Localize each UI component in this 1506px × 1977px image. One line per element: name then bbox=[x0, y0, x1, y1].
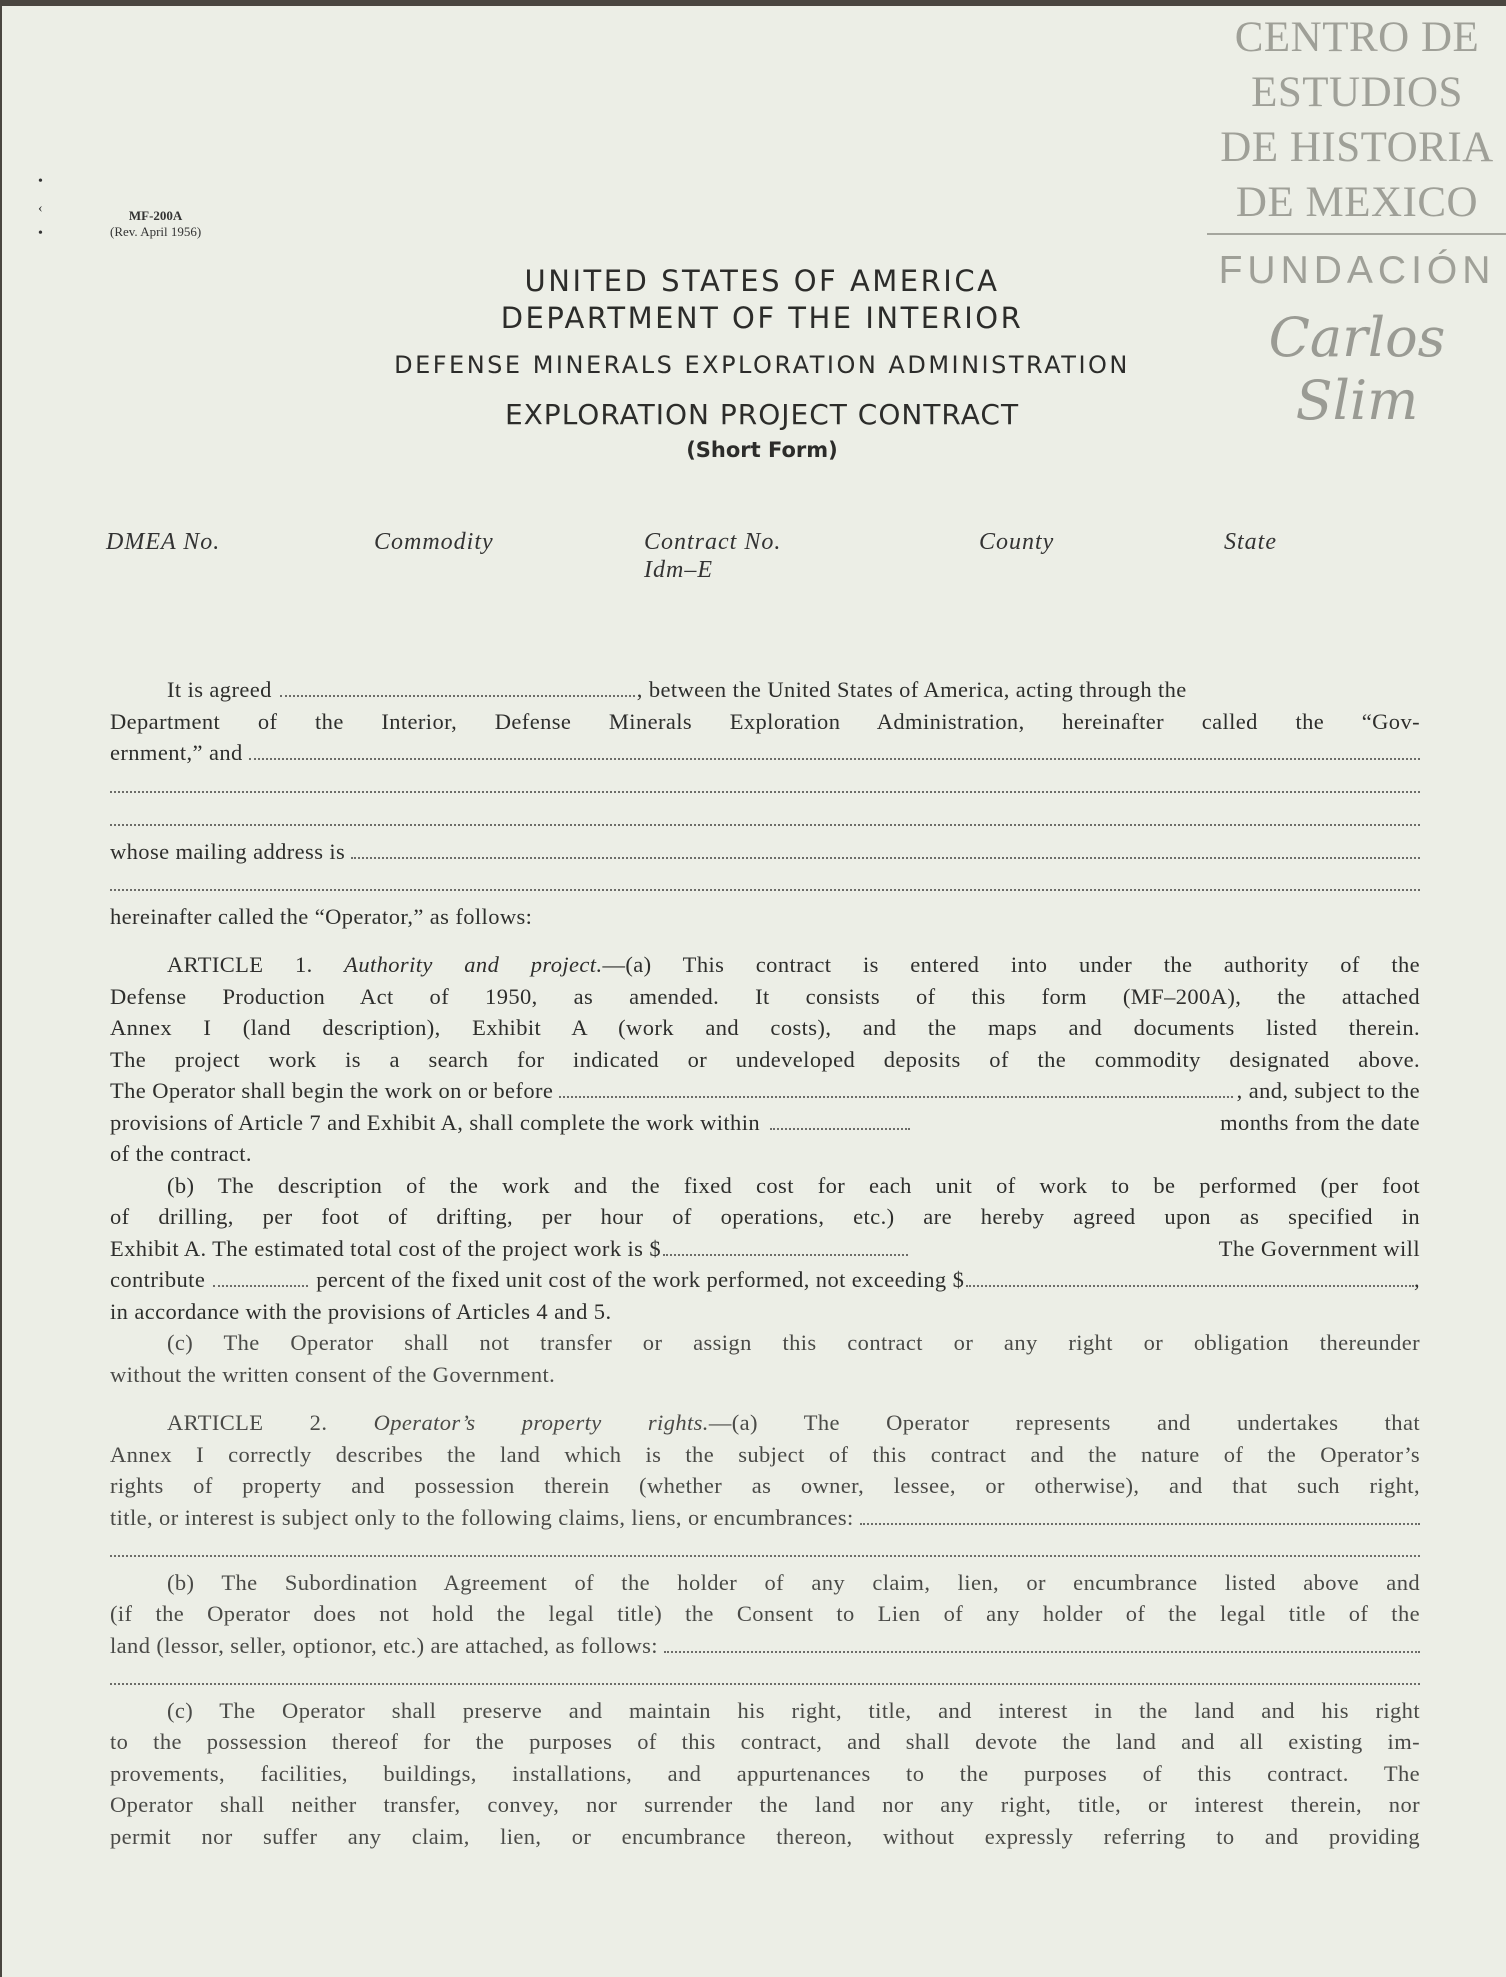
article-2-line bbox=[110, 1407, 1420, 1439]
intro-line: Department of the Interior, Defense Minerals Exploration Administration, hereinafter called the “Gov- bbox=[110, 708, 1420, 734]
operator-name-blank[interactable] bbox=[110, 802, 1420, 826]
intro-text: whose mailing address is bbox=[110, 838, 346, 864]
intro-text: It is agreed bbox=[167, 677, 272, 702]
form-number: MF-200A bbox=[128, 208, 183, 223]
intro-text: , between the United States of America, acting through the bbox=[636, 677, 1187, 702]
intro-line bbox=[110, 737, 1420, 769]
start-date-blank[interactable] bbox=[559, 1078, 1232, 1098]
article-1-line bbox=[110, 949, 1420, 981]
page-subtitle: (Short Form) bbox=[686, 438, 838, 462]
article-1-line: without the written consent of the Government. bbox=[110, 1361, 556, 1387]
page-title: EXPLORATION PROJECT CONTRACT bbox=[504, 398, 1020, 431]
attachments-blank[interactable] bbox=[664, 1633, 1420, 1653]
article-1-line: The project work is a search for indicated or undeveloped deposits of the commodity designated above. bbox=[110, 1046, 1420, 1072]
max-amount-blank[interactable] bbox=[966, 1267, 1414, 1287]
operator-name-blank[interactable] bbox=[249, 740, 1420, 760]
watermark-signature: Carlos Slim bbox=[1268, 306, 1446, 432]
article-text: The Government will bbox=[1218, 1235, 1420, 1261]
article-1-line bbox=[110, 1264, 1420, 1296]
article-title: Authority and project. bbox=[344, 952, 603, 977]
article-2-line bbox=[110, 1502, 1420, 1534]
watermark-divider bbox=[1207, 233, 1506, 235]
total-cost-blank[interactable] bbox=[663, 1236, 908, 1256]
article-1-line bbox=[110, 1233, 1420, 1265]
field-commodity: Commodity bbox=[374, 529, 494, 555]
intro-line bbox=[110, 674, 1420, 706]
field-contract-label: Contract No. bbox=[644, 529, 782, 555]
heading-country: UNITED STATES OF AMERICA bbox=[524, 264, 1000, 298]
article-text: land (lessor, seller, optionor, etc.) are attached, as follows: bbox=[110, 1632, 658, 1658]
article-title: Operator’s property rights. bbox=[373, 1410, 709, 1435]
intro-line: hereinafter called the “Operator,” as follows: bbox=[110, 903, 533, 929]
article-1-line: (b) The description of the work and the fixed cost for each unit of work to be performed (per foot bbox=[167, 1172, 1420, 1198]
article-2-line: (c) The Operator shall preserve and maintain his right, title, and interest in the land and his right bbox=[167, 1697, 1420, 1723]
article-1-line: Defense Production Act of 1950, as amended. It consists of this form (MF–200A), the attached bbox=[110, 983, 1420, 1009]
months-blank[interactable] bbox=[770, 1110, 910, 1130]
article-2-line: rights of property and possession therein (whether as owner, lessee, or otherwise), and that such right, bbox=[110, 1473, 1420, 1498]
article-2-line: to the possession thereof for the purposes of this contract, and shall devote the land and all existing im- bbox=[110, 1729, 1420, 1754]
operator-name-blank[interactable] bbox=[110, 769, 1420, 793]
article-text: The Operator shall begin the work on or before bbox=[110, 1078, 554, 1103]
article-2-line: (b) The Subordination Agreement of the holder of any claim, lien, or encumbrance listed above and bbox=[167, 1569, 1420, 1595]
field-contract-no bbox=[644, 528, 781, 584]
contract-body bbox=[110, 674, 1420, 1852]
article-text: percent of the fixed unit cost of the work performed, not exceeding $ bbox=[316, 1267, 965, 1292]
punch-mark: • bbox=[38, 226, 43, 241]
article-text: —(a) This contract is entered into under the authority of the bbox=[602, 952, 1420, 977]
article-1-line: of drilling, per foot of drifting, per hour of operations, etc.) are hereby agreed upon as specified in bbox=[110, 1204, 1420, 1229]
article-heading: ARTICLE 1. bbox=[167, 952, 313, 977]
article-1-line bbox=[110, 1107, 1420, 1139]
article-2-line: (if the Operator does not hold the legal title) the Consent to Lien of any holder of the legal title of the bbox=[110, 1601, 1420, 1626]
article-2-line: Operator shall neither transfer, convey, nor surrender the land nor any right, title, or interest therein, nor bbox=[110, 1792, 1420, 1817]
field-state: State bbox=[1224, 529, 1277, 555]
attachments-blank[interactable] bbox=[110, 1661, 1420, 1685]
article-1-line: (c) The Operator shall not transfer or assign this contract or any right or obligation thereunder bbox=[167, 1330, 1420, 1355]
article-text: , and, subject to the bbox=[1236, 1078, 1420, 1103]
article-text: Exhibit A. The estimated total cost of the project work is $ bbox=[110, 1235, 661, 1261]
article-text: , bbox=[1413, 1267, 1420, 1292]
article-text: contribute bbox=[110, 1267, 206, 1292]
field-contract-value: Idm–E bbox=[644, 557, 713, 583]
watermark-stamp bbox=[1207, 10, 1506, 230]
encumbrances-blank[interactable] bbox=[860, 1505, 1420, 1525]
mailing-address-blank[interactable] bbox=[351, 839, 1420, 859]
article-text: provisions of Article 7 and Exhibit A, shall complete the work within bbox=[110, 1109, 761, 1135]
watermark-line: DE MEXICO bbox=[1235, 179, 1479, 226]
article-1-line: Annex I (land description), Exhibit A (work and costs), and the maps and documents listed therein. bbox=[110, 1015, 1420, 1040]
watermark-foundation: FUNDACIÓN bbox=[1218, 249, 1496, 292]
intro-text: ernment,” and bbox=[110, 740, 243, 765]
watermark-line: DE HISTORIA bbox=[1220, 124, 1494, 171]
article-2-line: provements, facilities, buildings, installations, and appurtenances to the purposes of this contract. The bbox=[110, 1760, 1420, 1786]
watermark-line: ESTUDIOS bbox=[1251, 69, 1463, 116]
punch-mark: ‹ bbox=[38, 201, 43, 216]
date-blank[interactable] bbox=[280, 677, 635, 697]
article-heading: ARTICLE 2. bbox=[167, 1410, 328, 1435]
encumbrances-blank[interactable] bbox=[110, 1533, 1420, 1557]
article-2-line: permit nor suffer any claim, lien, or encumbrance thereon, without expressly referring to and providing bbox=[110, 1823, 1420, 1849]
watermark-line: CENTRO DE bbox=[1234, 14, 1480, 61]
punch-mark: • bbox=[38, 174, 43, 189]
article-text: —(a) The Operator represents and undertakes that bbox=[708, 1410, 1420, 1435]
form-revision: (Rev. April 1956) bbox=[110, 224, 202, 239]
article-text: months from the date bbox=[1220, 1109, 1420, 1135]
mailing-address-blank[interactable] bbox=[110, 867, 1420, 891]
article-1-line: in accordance with the provisions of Articles 4 and 5. bbox=[110, 1298, 612, 1324]
form-number-block bbox=[110, 208, 201, 240]
article-2-line bbox=[110, 1630, 1420, 1662]
intro-line bbox=[110, 836, 1420, 868]
article-1-line: of the contract. bbox=[110, 1141, 252, 1166]
percent-blank[interactable] bbox=[213, 1267, 308, 1287]
article-2-line: Annex I correctly describes the land which is the subject of this contract and the nature of the Operator’s bbox=[110, 1441, 1420, 1467]
heading-department: DEPARTMENT OF THE INTERIOR bbox=[500, 301, 1024, 335]
heading-administration: DEFENSE MINERALS EXPLORATION ADMINISTRATION bbox=[394, 351, 1130, 379]
field-dmea-no: DMEA No. bbox=[106, 529, 221, 555]
document-page bbox=[2, 6, 1506, 1977]
article-text: title, or interest is subject only to the following claims, liens, or encumbrances: bbox=[110, 1504, 854, 1530]
field-county: County bbox=[979, 529, 1055, 555]
article-1-line bbox=[110, 1075, 1420, 1107]
